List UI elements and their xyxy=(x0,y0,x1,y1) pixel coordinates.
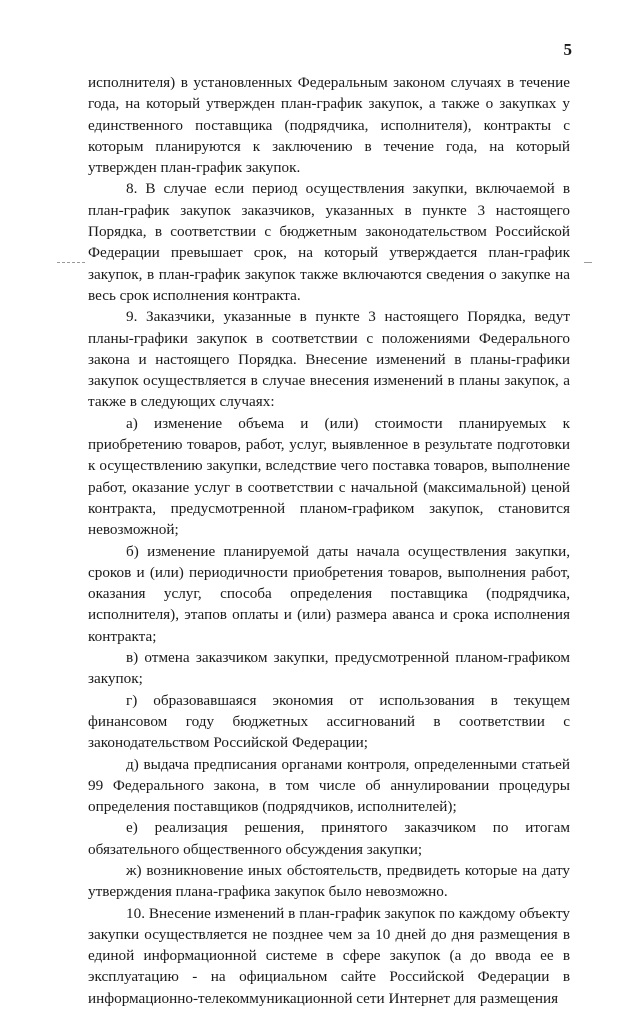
subitem-d: д) выдача предписания органами контроля, определенными статьей 99 Федерального закона, в том числе об аннулировании процедуры определения поставщиков (подрядчиков, исполнителей); xyxy=(88,755,570,816)
subitem-v: в) отмена заказчиком закупки, предусмотренной планом-графиком закупок; xyxy=(88,649,570,688)
subitem-g: г) образовавшаяся экономия от использования в текущем финансовом году бюджетных ассигнований в соответствии с законодательством Российской Федерации; xyxy=(88,691,570,752)
subitem-zh: ж) возникновение иных обстоятельств, предвидеть которые на дату утверждения плана-графика закупок было невозможно. xyxy=(88,861,570,901)
subitem-e: е) реализация решения, принятого заказчиком по итогам обязательного общественного обсуждения закупки; xyxy=(88,819,570,858)
paragraph-item-9: 9. Заказчики, указанные в пункте 3 настоящего Порядка, ведут планы-графики закупок в соответствии с положениями Федерального закона и настоящего Порядка. Внесение изменений в планы-графики закупок осуществляется в случае внесения изменений в планы закупок, а также в следующих случаях: xyxy=(88,308,570,411)
scan-mark xyxy=(584,262,592,263)
subitem-b: б) изменение планируемой даты начала осуществления закупки, сроков и (или) периодичности приобретения товаров, выполнения работ, оказания услуг, способа определения поставщика (подрядчика, исполнителя), этапов оплаты и (или) размера аванса и срока исполнения контракта; xyxy=(88,542,570,645)
paragraph-item-10: 10. Внесение изменений в план-график закупок по каждому объекту закупки осуществляется не позднее чем за 10 дней до дня размещения в единой информационной системе в сфере закупок (а до ввода ее в эксплуатацию - на официальном сайте Российской Федерации в информационно-телекоммуникационной сети Интернет для размещения xyxy=(88,904,570,1007)
document-body xyxy=(88,72,570,1009)
page-number: 5 xyxy=(563,40,572,59)
paragraph-continuation: исполнителя) в установленных Федеральным законом случаях в течение года, на который утвержден план-график закупок, а также о закупках у единственного поставщика (подрядчика, исполнителя), контракты с которым планируются к заключению в течение года, на который утвержден план-график закупок. xyxy=(88,74,570,177)
subitem-a: а) изменение объема и (или) стоимости планируемых к приобретению товаров, работ, услуг, выявленное в результате подготовки к осуществлению закупки, вследствие чего поставка товаров, выполнение работ, оказание услуг в соответствии с начальной (максимальной) ценой контракта, предусмотренной планом-графиком закупок, становится невозможной; xyxy=(88,414,570,539)
scan-mark xyxy=(57,262,85,263)
paragraph-item-8: 8. В случае если период осуществления закупки, включаемой в план-график закупок заказчиков, указанных в пункте 3 настоящего Порядка, в соответствии с бюджетным законодательством Российской Федерации превышает срок, на который утверждается план-график закупок, в план-график закупок также включаются сведения о закупке на весь срок исполнения контракта. xyxy=(88,180,570,304)
